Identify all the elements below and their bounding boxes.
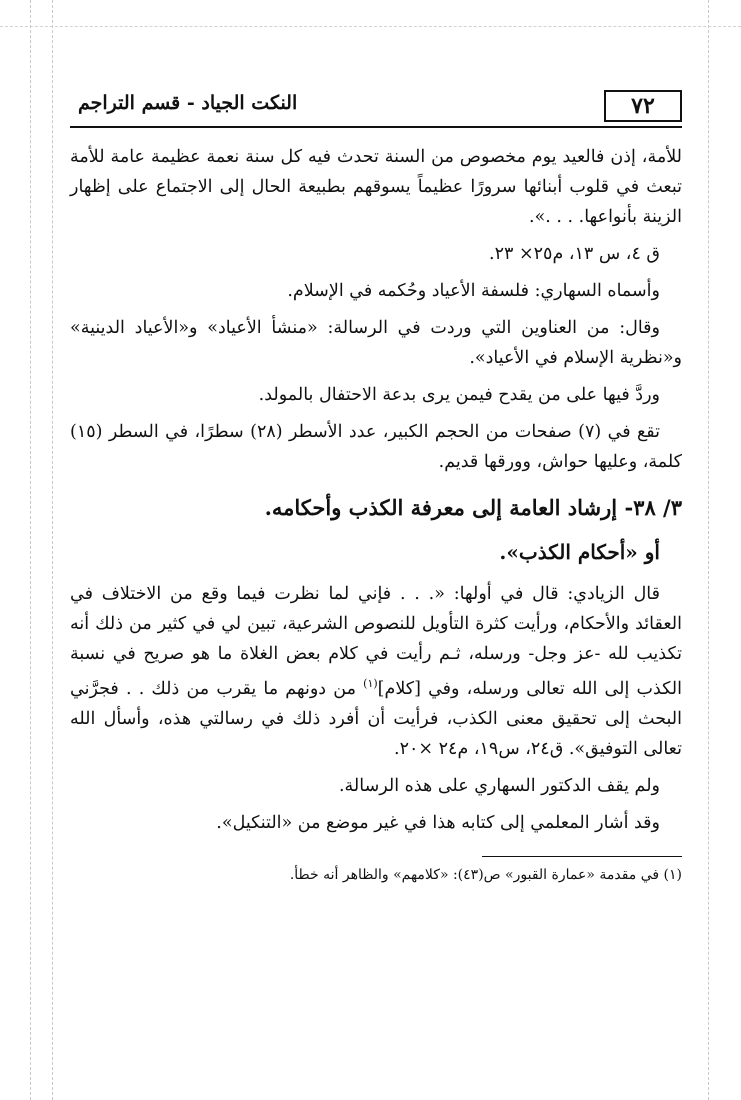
book-page bbox=[70, 86, 682, 887]
paragraph: وقال: من العناوين التي وردت في الرسالة: «منشأ الأعياد» و«الأعياد الدينية» و«نظرية الإسلام في الأعياد». bbox=[70, 318, 682, 368]
header-rule bbox=[70, 126, 682, 128]
paragraph bbox=[70, 579, 682, 764]
scan-guide-line bbox=[52, 0, 53, 1100]
paragraph-text: قال الزيادي: قال في أولها: «. . . فإني لما نظرت فيما وقع من الاختلاف في العقائد والأحكام، ورأيت كثرة التأويل للنصوص الشرعية، تبين لي في كثير من ذلك أنه تكذيب لله -عز وجل- ورسله، ثـم رأيت في كلام بعض الغلاة ما هو صريح في نسبة الكذب إلى الله تعالى ورسله، وفي [كلام] bbox=[70, 584, 682, 699]
main-text bbox=[70, 142, 682, 838]
page-header bbox=[70, 86, 682, 130]
footnote: (١) في مقدمة «عمارة القبور» ص(٤٣): «كلامهم» والظاهر أنه خطأ. bbox=[289, 866, 682, 883]
scan-guide-line bbox=[30, 0, 31, 1100]
paragraph: للأمة، إذن فالعيد يوم مخصوص من السنة تحدث فيه كل سنة نعمة عظيمة عامة للأمة تبعث في قلوب أبنائها سرورًا عظيماً يسوقهم بطبيعة الحال إلى الاجتماع على إظهار الزينة بأنواعها. . . .». bbox=[70, 147, 682, 227]
paragraph: وقد أشار المعلمي إلى كتابه هذا في غير موضع من «التنكيل». bbox=[216, 812, 660, 833]
scan-guide-line bbox=[708, 0, 709, 1100]
running-title: النكت الجياد - قسم التراجم bbox=[78, 92, 298, 114]
paragraph: ولم يقف الدكتور السهاري على هذه الرسالة. bbox=[338, 775, 660, 796]
scan-guide-line bbox=[0, 26, 741, 27]
paragraph-text: من دونهم ما يقرب من ذلك . . فجرَّني البحث إلى تحقيق معنى الكذب، فرأيت أن أفرد ذلك في رسالتي هذه، وأسأل الله تعالى التوفيق». ق٢٤، س١٩، م٢٤ ×٢٠. bbox=[70, 678, 682, 759]
paragraph: وأسماه السهاري: فلسفة الأعياد وحُكمه في الإسلام. bbox=[287, 281, 660, 301]
entry-title: ٣/ ٣٨- إرشاد العامة إلى معرفة الكذب وأحكامه. bbox=[264, 495, 682, 520]
paragraph: وردَّ فيها على من يقدح فيمن يرى بدعة الاحتفال بالمولد. bbox=[258, 385, 660, 405]
page-number: ٧٢ bbox=[604, 90, 682, 122]
paragraph: ق ٤، س ١٣، م٢٥× ٢٣. bbox=[489, 244, 660, 264]
footnote-reference[interactable]: (١) bbox=[363, 677, 378, 690]
entry-subtitle: أو «أحكام الكذب». bbox=[499, 540, 660, 564]
paragraph: تقع في (٧) صفحات من الحجم الكبير، عدد الأسطر (٢٨) سطرًا، في السطر (١٥) كلمة، وعليها حواش، وورقها قديم. bbox=[70, 422, 682, 472]
footnote-rule bbox=[482, 856, 682, 857]
